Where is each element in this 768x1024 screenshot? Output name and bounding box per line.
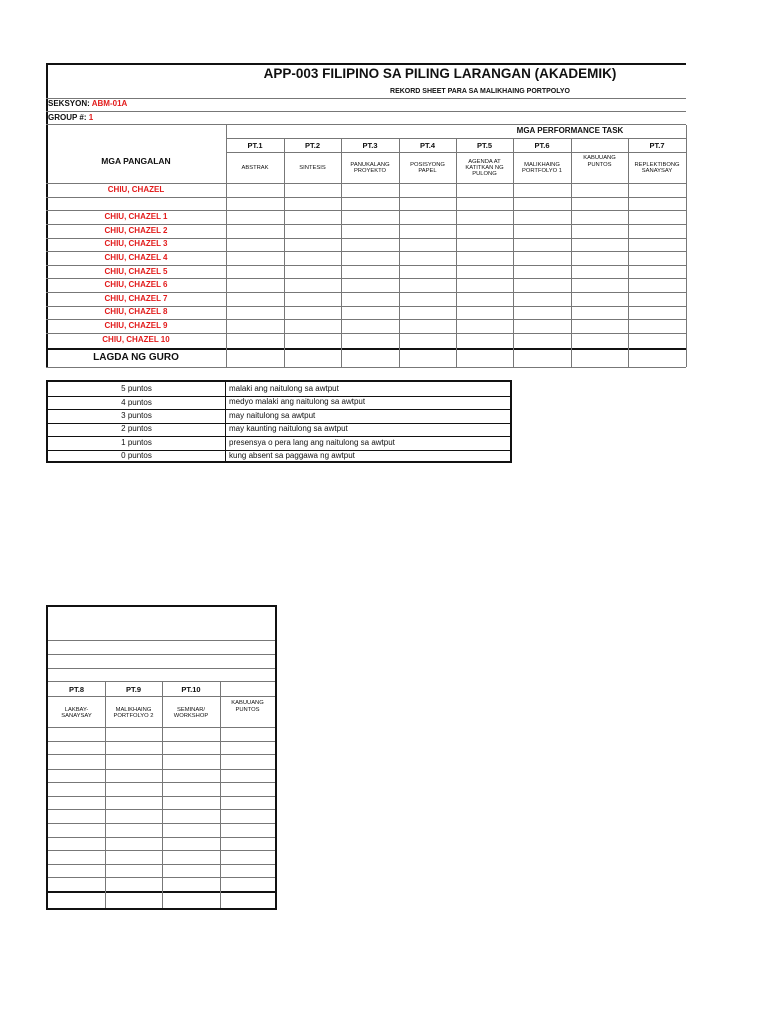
pt-label: PT.8 — [68, 684, 84, 694]
task-label: REPLEKTIBONG SANAYSAY — [634, 161, 680, 174]
teacher-signature-label: LAGDA NG GURO — [93, 351, 179, 363]
pt-label: PT.3 — [362, 140, 378, 150]
pt-label: PT.6 — [534, 140, 550, 150]
pt-label: PT.5 — [476, 140, 492, 150]
rubric-description: may kaunting naitulong sa awtput — [229, 424, 348, 434]
member-name: CHIU, CHAZEL 5 — [104, 266, 168, 276]
task-label: SEMINAR/ WORKSHOP — [173, 706, 209, 719]
rubric-points: 2 puntos — [121, 424, 152, 434]
member-name: CHIU, CHAZEL 4 — [104, 253, 168, 263]
member-name: CHIU, CHAZEL 7 — [104, 293, 168, 303]
task-label: KABUUANG PUNTOS — [583, 155, 616, 168]
task-label: ABSTRAK — [241, 164, 269, 171]
pt-label: PT.9 — [125, 684, 141, 694]
pt-label: PT.7 — [649, 140, 665, 150]
member-name: CHIU, CHAZEL 6 — [104, 280, 168, 290]
rubric-description: kung absent sa paggawa ng awtput — [229, 451, 355, 460]
rubric-points: 3 puntos — [121, 411, 152, 421]
task-label: MALIKHAING PORTFOLYO 2 — [113, 706, 154, 719]
rubric-points: 0 puntos — [121, 451, 152, 461]
sheet-top-border — [46, 63, 686, 65]
task-label: SINTESIS — [299, 164, 326, 171]
member-name: CHIU, CHAZEL 1 — [104, 212, 168, 222]
member-name: CHIU, CHAZEL 8 — [104, 307, 168, 317]
rubric-points: 4 puntos — [121, 397, 152, 407]
leader-name: CHIU, CHAZEL — [107, 185, 165, 195]
member-name: CHIU, CHAZEL 3 — [104, 239, 168, 249]
group-value: 1 — [88, 113, 94, 122]
pt-label: PT.10 — [181, 684, 201, 694]
section-label: SEKSYON: — [48, 99, 90, 108]
rubric-description: may naitulong sa awtput — [229, 410, 316, 420]
rubric-points: 5 puntos — [121, 384, 152, 394]
pt-label: PT.1 — [247, 140, 263, 150]
task-label: AGENDA AT KATITKAN NG PULONG — [465, 158, 504, 178]
rubric-table — [46, 380, 512, 463]
task-label: POSISYONG PAPEL — [410, 161, 445, 174]
rubric-description: medyo malaki ang naitulong sa awtput — [229, 397, 366, 407]
member-name: CHIU, CHAZEL 10 — [102, 334, 170, 344]
sheet-subtitle: REKORD SHEET PARA SA MALIKHAING PORTPOLYO — [390, 88, 570, 95]
pt-label: PT.4 — [419, 140, 435, 150]
rubric-description: presensya o pera lang ang naitulong sa awtput — [229, 437, 395, 447]
task-label: KABUUANG PUNTOS — [231, 700, 264, 713]
sheet-title: APP-003 FILIPINO SA PILING LARANGAN (AKADEMIK) — [263, 66, 617, 81]
rubric-description: malaki ang naitulong sa awtput — [229, 384, 339, 393]
task-label: PANUKALANG PROYEKTO — [350, 161, 390, 174]
pt-label: PT.2 — [304, 140, 320, 150]
continuation-table — [46, 605, 277, 910]
rubric-points: 1 puntos — [121, 437, 152, 447]
performance-task-header: MGA PERFORMANCE TASK — [516, 126, 624, 135]
names-header: MGA PANGALAN — [101, 155, 171, 166]
group-label: GROUP #: — [48, 113, 87, 122]
task-label: MALIKHAING PORTFOLYO 1 — [521, 161, 563, 174]
member-name: CHIU, CHAZEL 9 — [104, 321, 168, 331]
section-value: ABM-01A — [91, 99, 128, 108]
task-label: LAKBAY-SANAYSAY — [61, 706, 92, 719]
member-name: CHIU, CHAZEL 2 — [104, 225, 168, 235]
group-field — [48, 113, 93, 122]
section-field — [48, 99, 127, 108]
